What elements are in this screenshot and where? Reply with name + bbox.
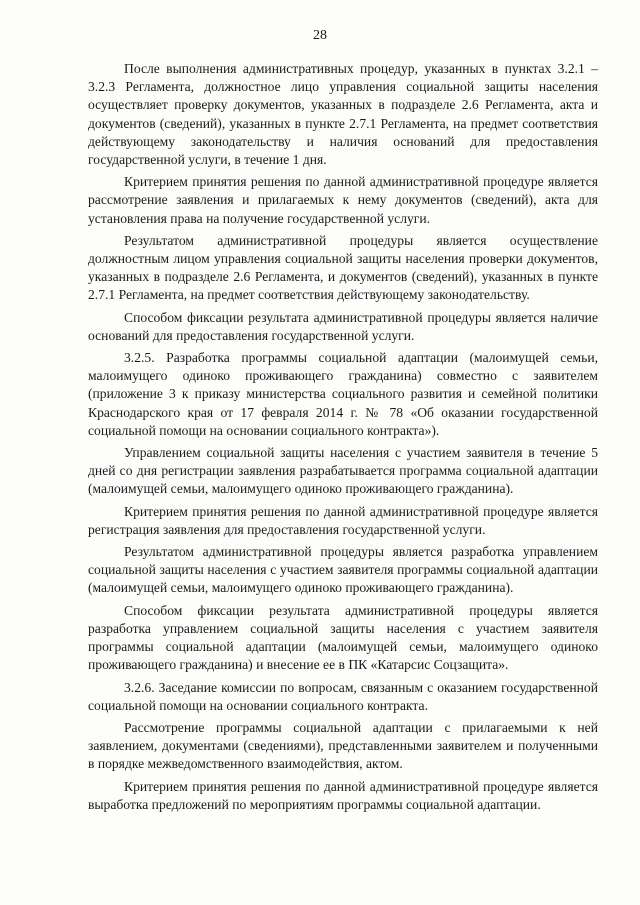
paragraph: Управлением социальной защиты населения с участием заявителя в течение 5 дней со дня регистрации заявления разрабатывается программа социальной адаптации (малоимущей семьи, малоимущего одиноко проживающего гражданина). [88, 445, 598, 497]
page-number: 28 [313, 28, 327, 43]
section-paragraph-3-2-6: 3.2.6. Заседание комиссии по вопросам, связанным с оказанием государственной социальной помощи на основании социального контракта. [88, 679, 598, 713]
paragraph: Результатом административной процедуры является осуществление должностным лицом управления социальной защиты населения проверки документов, указанных в подразделе 2.6 Регламента, и документов (сведений), указанных в пункте 2.7.1 Регламента, на предмет соответствия действующему законодательству. [88, 232, 598, 303]
document-body [88, 60, 598, 818]
paragraph: Критерием принятия решения по данной административной процедуре является выработка предложений по мероприятиям программы социальной адаптации. [88, 778, 598, 812]
paragraph: Способом фиксации результата административной процедуры является разработка управлением социальной защиты населения с участием заявителя программы социальной адаптации (малоимущей семьи, малоимущего одиноко проживающего гражданина) и внесение ее в ПК «Катарсис Соцзащита». [88, 602, 598, 673]
paragraph: Способом фиксации результата административной процедуры является наличие оснований для предоставления государственной услуги. [88, 309, 598, 343]
section-paragraph-3-2-5: 3.2.5. Разработка программы социальной адаптации (малоимущей семьи, малоимущего одиноко проживающего гражданина) совместно с заявителем (приложение 3 к приказу министерства социального развития и семейной политики Краснодарского края от 17 февраля 2014 г. № 78 «Об оказании государственной социальной помощи на основании социального контракта»). [88, 350, 598, 438]
paragraph: После выполнения административных процедур, указанных в пунктах 3.2.1 – 3.2.3 Регламента, должностное лицо управления социальной защиты населения осуществляет проверку документов, указанных в подразделе 2.6 Регламента, акта и документов (сведений), указанных в пункте 2.7.1 Регламента, на предмет соответствия действующему законодательству и наличия оснований для предоставления государственной услуги, в течение 1 дня. [88, 61, 598, 168]
paragraph: Рассмотрение программы социальной адаптации с прилагаемыми к ней заявлением, документами (сведениями), представленными заявителем и полученными в порядке межведомственного взаимодействия, актом. [88, 719, 598, 772]
paragraph: Результатом административной процедуры является разработка управлением социальной защиты населения с участием заявителя программы социальной адаптации (малоимущей семьи, малоимущего одиноко проживающего гражданина). [88, 544, 598, 596]
paragraph: Критерием принятия решения по данной административной процедуре является рассмотрение заявления и прилагаемых к нему документов (сведений), акта для установления права на получение государственной услуги. [88, 174, 598, 226]
paragraph: Критерием принятия решения по данной административной процедуре является регистрация заявления для предоставления государственной услуги. [88, 503, 598, 537]
